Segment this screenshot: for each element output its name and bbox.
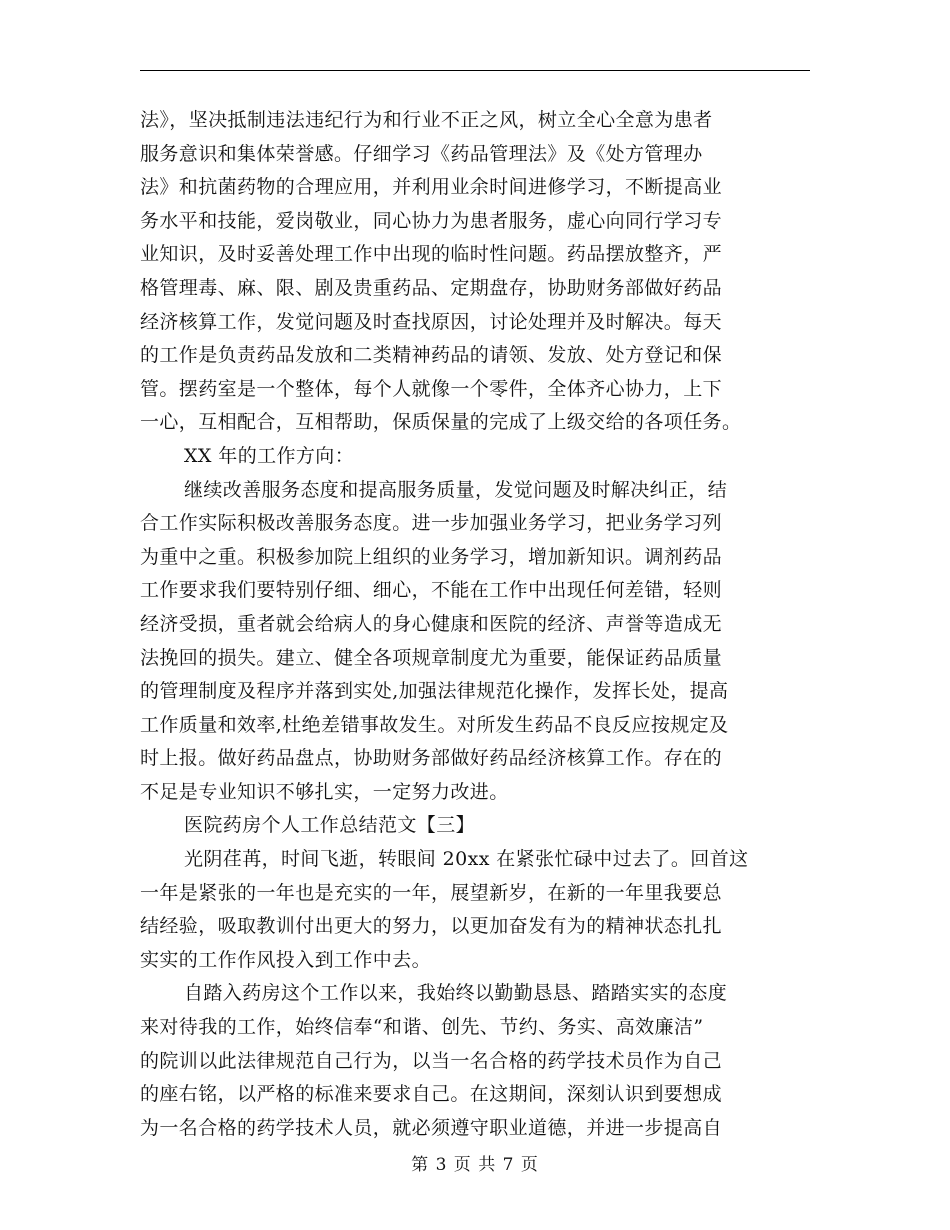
text-line: 管。摆药室是一个整体，每个人就像一个零件，全体齐心协力，上下 <box>140 377 723 400</box>
paragraph <box>140 474 810 810</box>
paragraph <box>140 843 810 977</box>
text-line: 业知识，及时妥善处理工作中出现的临时性问题。药品摆放整齐，严 <box>140 243 723 266</box>
text-line: 法》和抗菌药物的合理应用，并利用业余时间进修学习，不断提高业 <box>140 176 723 199</box>
text-line: 工作质量和效率,杜绝差错事故发生。对所发生药品不良反应按规定及 <box>140 713 729 736</box>
text-line: XX 年的工作方向： <box>184 444 355 467</box>
text-line: 工作要求我们要特别仔细、细心，不能在工作中出现任何差错，轻则 <box>140 579 723 602</box>
text-line: 继续改善服务态度和提高服务质量，发觉问题及时解决纠正，结 <box>184 478 728 501</box>
text-line: 一心，互相配合，互相帮助，保质保量的完成了上级交给的各项任务。 <box>140 411 742 434</box>
text-line: 时上报。做好药品盘点，协助财务部做好药品经济核算工作。存在的 <box>140 747 723 770</box>
paragraph <box>140 809 810 843</box>
text-line: 法》，坚决抵制违法违纪行为和行业不正之风，树立全心全意为患者 <box>140 109 713 131</box>
text-line: 的院训以此法律规范自己行为，以当一名合格的药学技术员作为自己 <box>140 1049 723 1072</box>
text-line: 经济核算工作，发觉问题及时查找原因，讨论处理并及时解决。每天 <box>140 310 723 333</box>
text-line: 务水平和技能，爱岗敬业，同心协力为患者服务，虚心向同行学习专 <box>140 209 723 232</box>
paragraph <box>140 440 810 474</box>
text-line: 为重中之重。积极参加院上组织的业务学习，增加新知识。调剂药品 <box>140 545 723 568</box>
paragraph <box>140 104 810 440</box>
page-number: 第 3 页 共 7 页 <box>411 1155 539 1175</box>
text-line: 合工作实际积极改善服务态度。进一步加强业务学习，把业务学习列 <box>140 512 723 535</box>
document-body <box>140 104 810 1145</box>
text-line: 光阴荏苒，时间飞逝，转眼间 20xx 在紧张忙碌中过去了。回首这 <box>184 848 749 871</box>
text-line: 服务意识和集体荣誉感。仔细学习《药品管理法》及《处方管理办 <box>140 142 703 165</box>
text-line: 法挽回的损失。建立、健全各项规章制度尤为重要，能保证药品质量 <box>140 646 723 669</box>
text-line: 医院药房个人工作总结范文【三】 <box>184 814 476 837</box>
text-line: 一年是紧张的一年也是充实的一年，展望新岁，在新的一年里我要总 <box>140 881 723 904</box>
paragraph <box>140 977 810 1145</box>
text-line: 经济受损，重者就会给病人的身心健康和医院的经济、声誉等造成无 <box>140 612 723 635</box>
text-line: 格管理毒、麻、限、剧及贵重药品、定期盘存，协助财务部做好药品 <box>140 276 723 299</box>
text-line: 的座右铭，以严格的标准来要求自己。在这期间，深刻认识到要想成 <box>140 1083 723 1106</box>
text-line: 为一名合格的药学技术人员，就必须遵守职业道德，并进一步提高自 <box>140 1116 723 1139</box>
header-rule <box>140 70 810 71</box>
text-line: 结经验，吸取教训付出更大的努力，以更加奋发有为的精神状态扎扎 <box>140 915 723 938</box>
text-line: 不足是专业知识不够扎实，一定努力改进。 <box>140 780 509 803</box>
text-line: 实实的工作作风投入到工作中去。 <box>140 948 432 971</box>
text-line: 自踏入药房这个工作以来，我始终以勤勤恳恳、踏踏实实的态度 <box>184 982 728 1005</box>
text-line: 来对待我的工作，始终信奉“和谐、创先、节约、务实、高效廉洁” <box>140 1016 704 1039</box>
text-line: 的管理制度及程序并落到实处,加强法律规范化操作，发挥长处，提高 <box>140 680 729 703</box>
text-line: 的工作是负责药品发放和二类精神药品的请领、发放、处方登记和保 <box>140 344 723 367</box>
